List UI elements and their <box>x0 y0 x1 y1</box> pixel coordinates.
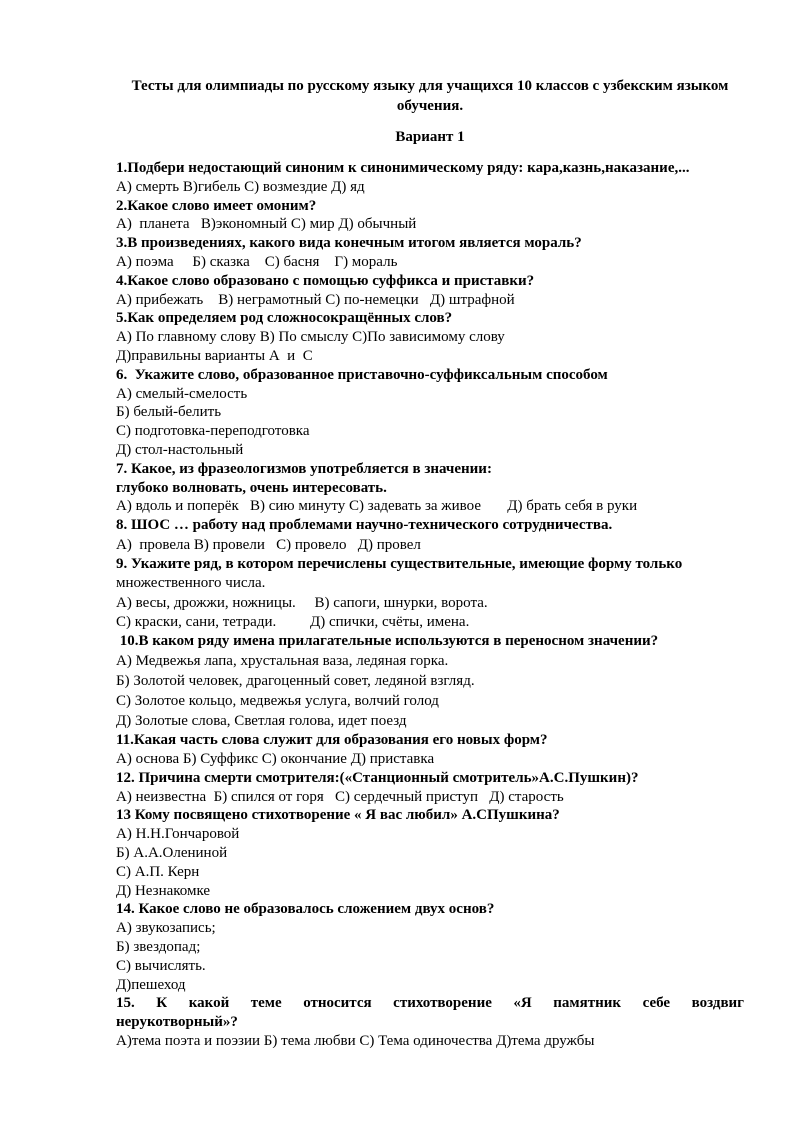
answer-line: множественного числа. <box>116 574 266 591</box>
answer-line: А) поэма Б) сказка С) басня Г) мораль <box>116 253 398 270</box>
test-questions <box>116 159 744 1051</box>
answer-line: С) А.П. Керн <box>116 863 200 880</box>
answer-line: Д)правильны варианты А и С <box>116 347 313 364</box>
document-title: Тесты для олимпиады по русскому языку для учащихся 10 классов с узбекским языком обучения. <box>131 78 729 114</box>
answer-line: А) весы, дрожжи, ножницы. В) сапоги, шнурки, ворота. <box>116 595 488 612</box>
answer-line: А) неизвестна Б) спился от горя С) сердечный приступ Д) старость <box>116 788 564 805</box>
answer-line: С) вычислять. <box>116 957 206 974</box>
question-line: 2.Какое слово имеет омоним? <box>116 197 317 214</box>
answer-line: С) подготовка-переподготовка <box>116 423 310 440</box>
question-line: 14. Какое слово не образовалось сложением двух основ? <box>116 901 495 918</box>
answer-line: А) вдоль и поперёк В) сию минуту С) задевать за живое Д) брать себя в руки <box>116 498 638 515</box>
answer-line: А) Медвежья лапа, хрустальная ваза, ледяная горка. <box>116 652 449 669</box>
answer-line: А) смелый-смелость <box>116 385 248 402</box>
answer-line: Д) Незнакомке <box>116 882 211 899</box>
question-line: 15. К какой теме относится стихотворение «Я памятник себе воздвиг <box>116 995 744 1012</box>
answer-line: А) звукозапись; <box>116 920 216 937</box>
answer-line: А) смерть В)гибель С) возмездие Д) яд <box>116 178 365 195</box>
variant-heading: Вариант 1 <box>395 129 465 145</box>
question-line: 12. Причина смерти смотрителя:(«Станционный смотритель»А.С.Пушкин)? <box>116 769 639 786</box>
answer-line: С) Золотое кольцо, медвежья услуга, волчий голод <box>116 693 439 710</box>
answer-line: Б) белый-белить <box>116 404 222 421</box>
answer-line: А) прибежать В) неграмотный С) по-немецки Д) штрафной <box>116 291 515 308</box>
question-line: 8. ШОС … работу над проблемами научно-технического сотрудничества. <box>116 517 613 534</box>
question-line: 1.Подбери недостающий синоним к синонимическому ряду: кара,казнь,наказание,... <box>116 160 690 176</box>
answer-line: А) провела В) провели С) провело Д) провел <box>116 537 421 554</box>
answer-line: Д) Золотые слова, Светлая голова, идет поезд <box>116 713 407 730</box>
answer-line: А) Н.Н.Гончаровой <box>116 826 240 843</box>
answer-line: А)тема поэта и поэзии Б) тема любви С) Тема одиночества Д)тема дружбы <box>116 1033 595 1049</box>
answer-line: Д) стол-настольный <box>116 441 244 458</box>
question-line: 3.В произведениях, какого вида конечным итогом является мораль? <box>116 235 582 252</box>
question-line: 6. Укажите слово, образованное приставочно-суффиксальным способом <box>116 366 608 383</box>
question-line: 7. Какое, из фразеологизмов употребляется в значении: <box>116 460 492 477</box>
question-line: 13 Кому посвящено стихотворение « Я вас любил» А.СПушкина? <box>116 807 560 824</box>
answer-line: А) планета В)экономный С) мир Д) обычный <box>116 216 417 233</box>
answer-line: Д)пешеход <box>116 976 186 993</box>
question-line: 9. Укажите ряд, в котором перечислены существительные, имеющие форму только <box>116 556 683 573</box>
answer-line: А) основа Б) Суффикс С) окончание Д) приставка <box>116 751 435 768</box>
question-line: 5.Как определяем род сложносокращённых слов? <box>116 310 453 327</box>
question-line: 10.В каком ряду имена прилагательные используются в переносном значении? <box>116 632 659 649</box>
question-line: 4.Какое слово образовано с помощью суффикса и приставки? <box>116 272 535 289</box>
question-line: глубоко волновать, очень интересовать. <box>116 479 387 496</box>
answer-line: С) краски, сани, тетради. Д) спички, счёты, имена. <box>116 613 470 630</box>
answer-line: А) По главному слову В) По смыслу С)По зависимому слову <box>116 329 505 346</box>
answer-line: Б) А.А.Олениной <box>116 845 228 862</box>
answer-line: Б) звездопад; <box>116 939 201 956</box>
answer-line: Б) Золотой человек, драгоценный совет, ледяной взгляд. <box>116 673 475 690</box>
question-line: нерукотворный»? <box>116 1014 238 1031</box>
question-line: 11.Какая часть слова служит для образования его новых форм? <box>116 732 548 749</box>
